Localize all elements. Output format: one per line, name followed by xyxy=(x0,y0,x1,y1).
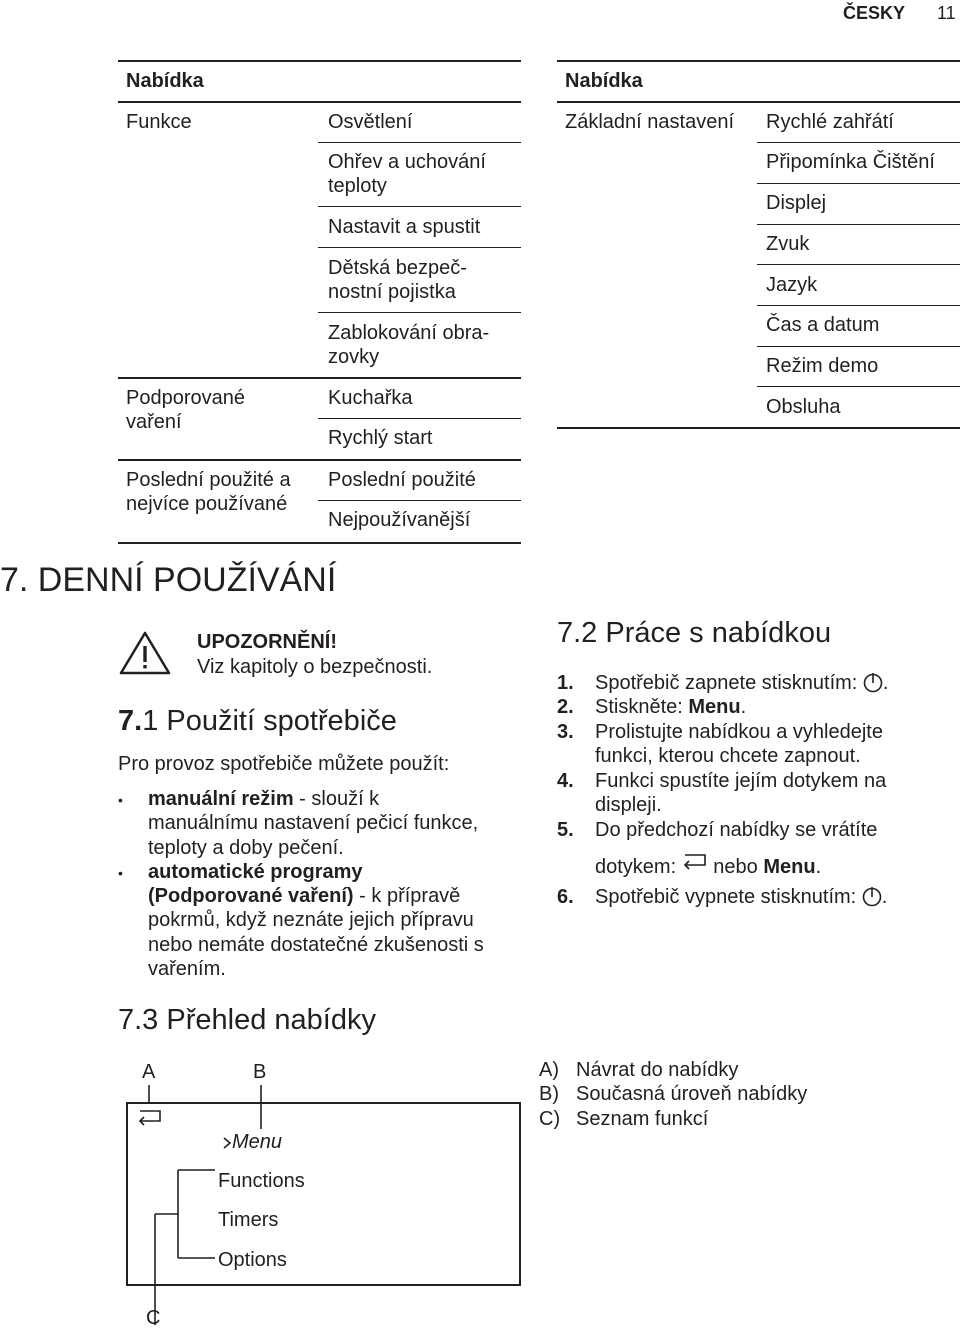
step-text: Spotřebič zapnete stisknutím: . xyxy=(595,672,889,694)
power-icon xyxy=(863,671,883,693)
table-item: nostní pojistka xyxy=(328,281,456,303)
power-icon xyxy=(862,885,882,907)
table-header: Nabídka xyxy=(126,70,204,92)
step-number: 6. xyxy=(557,886,574,908)
bullet-text: teploty a doby pečení. xyxy=(148,837,344,859)
warning-title: UPOZORNĚNÍ! xyxy=(197,631,337,653)
page-number: 11 xyxy=(937,3,956,23)
subsection-title: 7.2 Práce s nabídkou xyxy=(557,617,832,649)
legend-key: C) xyxy=(539,1108,561,1130)
language-label: ČESKY xyxy=(843,3,906,23)
diagram-frame xyxy=(120,1085,530,1325)
step-text: Spotřebič vypnete stisknutím: . xyxy=(595,886,888,908)
back-icon xyxy=(682,851,708,871)
bullet-text: manuální režim - slouží k xyxy=(148,788,380,810)
step-number: 4. xyxy=(557,770,574,792)
section-title: 7. DENNÍ POUŽÍVÁNÍ xyxy=(0,561,337,599)
function-item: Timers xyxy=(218,1209,279,1231)
table-item: Osvětlení xyxy=(328,111,413,133)
table-item: Rychlý start xyxy=(328,427,433,449)
legend-key: A) xyxy=(539,1059,559,1081)
label-c: C xyxy=(146,1307,161,1329)
legend-key: B) xyxy=(539,1083,559,1105)
table-item: Nastavit a spustit xyxy=(328,216,481,238)
bullet-text: manuálnímu nastavení pečicí funkce, xyxy=(148,812,479,834)
legend-text: Návrat do nabídky xyxy=(576,1059,739,1081)
bullet-text: pokrmů, když neznáte jejich přípravu xyxy=(148,909,474,931)
table-item: Připomínka Čištění xyxy=(766,151,935,173)
table-item: Nejpoužívanější xyxy=(328,509,471,531)
table-item: Dětská bezpeč- xyxy=(328,257,467,279)
table-item: zovky xyxy=(328,346,380,368)
step-number: 2. xyxy=(557,696,574,718)
table-item: Poslední použité xyxy=(328,469,476,491)
table-item: Obsluha xyxy=(766,396,841,418)
step-text: Stiskněte: Menu. xyxy=(595,696,747,718)
step-number: 5. xyxy=(557,819,574,841)
bullet: • xyxy=(118,792,123,808)
table-item: Zablokování obra- xyxy=(328,322,490,344)
group-zakladni: Základní nastavení xyxy=(565,111,734,133)
table-item: Rychlé zahřátí xyxy=(766,111,894,133)
step-text: Funkci spustíte jejím dotykem na xyxy=(595,770,887,792)
table-item: Režim demo xyxy=(766,355,879,377)
subsection-title: 7.3 Přehled nabídky xyxy=(118,1004,376,1036)
label-a: A xyxy=(142,1061,156,1083)
step-text: Do předchozí nabídky se vrátíte xyxy=(595,819,878,841)
bullet-text: nebo nemáte dostatečné zkušenosti s xyxy=(148,934,484,956)
table-header: Nabídka xyxy=(565,70,643,92)
bullet-text: vařením. xyxy=(148,958,226,980)
bullet-text: (Podporované vaření) - k přípravě xyxy=(148,885,461,907)
group-funkce: Funkce xyxy=(126,111,192,133)
legend-text: Současná úroveň nabídky xyxy=(576,1083,808,1105)
bullet: • xyxy=(118,865,123,881)
table-item: Ohřev a uchování xyxy=(328,151,486,173)
menu-label: Menu xyxy=(232,1131,283,1153)
step-number: 1. xyxy=(557,672,574,694)
function-item: Functions xyxy=(218,1170,305,1192)
step-text: dotykem: nebo Menu. xyxy=(595,851,821,879)
function-item: Options xyxy=(218,1249,287,1271)
group-posledni: Poslední použité a xyxy=(126,469,291,491)
group-podporovane-2: vaření xyxy=(126,411,182,433)
table-item: Zvuk xyxy=(766,233,810,255)
table-item: Jazyk xyxy=(766,274,818,296)
step-number: 3. xyxy=(557,721,574,743)
step-text: displeji. xyxy=(595,794,662,816)
warning-text: Viz kapitoly o bezpečnosti. xyxy=(197,656,433,678)
table-item: teploty xyxy=(328,175,387,197)
group-posledni-2: nejvíce používané xyxy=(126,493,288,515)
step-text: funkci, kterou chcete zapnout. xyxy=(595,745,861,767)
back-icon xyxy=(137,1107,163,1127)
table-item: Displej xyxy=(766,192,827,214)
intro-text: Pro provoz spotřebiče můžete použít: xyxy=(118,753,450,775)
group-podporovane: Podporované xyxy=(126,387,245,409)
warning-icon xyxy=(118,630,172,676)
legend-text: Seznam funkcí xyxy=(576,1108,709,1130)
bullet-text: automatické programy xyxy=(148,861,363,883)
step-text: Prolistujte nabídkou a vyhledejte xyxy=(595,721,883,743)
table-item: Kuchařka xyxy=(328,387,413,409)
label-b: B xyxy=(253,1061,267,1083)
table-item: Čas a datum xyxy=(766,314,880,336)
subsection-title: 7.1 Použití spotřebiče xyxy=(118,705,397,737)
